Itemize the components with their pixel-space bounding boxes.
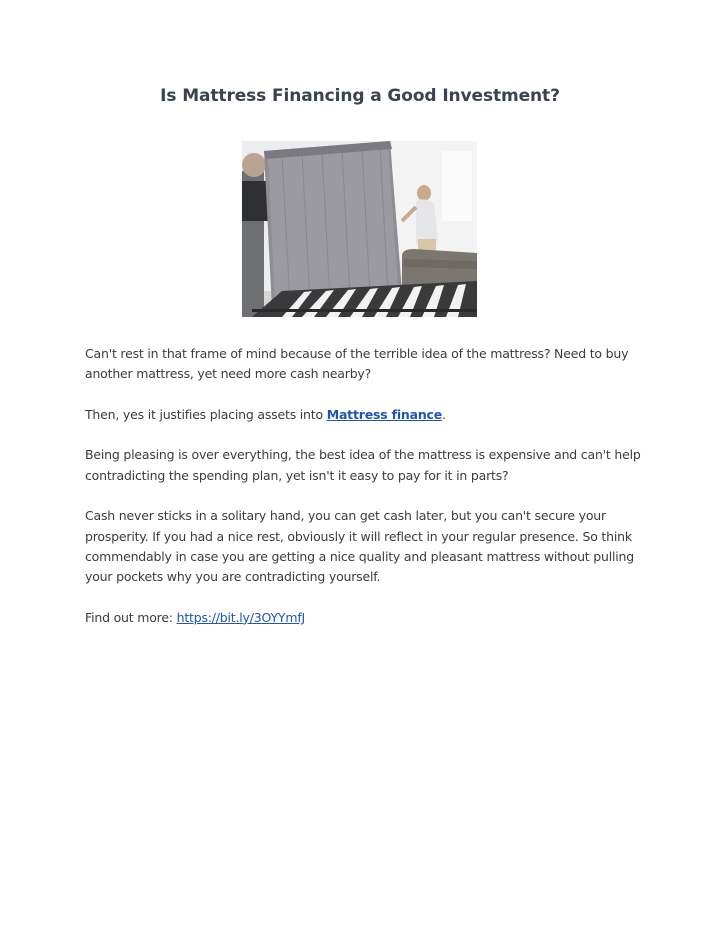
paragraph-3: Being pleasing is over everything, the best idea of the mattress is expensive and can't help contradicting the spending plan, yet isn't it easy to pay for it in parts? (85, 447, 641, 483)
paragraph-2-period: . (442, 406, 446, 422)
paragraph-4: Cash never sticks in a solitary hand, you can get cash later, but you can't secure your prosperity. If you had a nice rest, obviously it will reflect in your regular presence. So think commendably in case you are getting a nice quality and pleasant mattress without pulling your pockets why you are contradicting yourself. (85, 508, 635, 585)
paragraph-2-text: Then, yes it justifies placing assets into (85, 406, 327, 422)
page-title: Is Mattress Financing a Good Investment? (160, 86, 560, 106)
article-body (85, 344, 641, 648)
paragraph-1: Can't rest in that frame of mind because of the terrible idea of the mattress? Need to buy another mattress, yet need more cash nearby? (85, 346, 629, 382)
find-out-more-label: Find out more: (85, 609, 177, 625)
mattress-finance-link[interactable]: Mattress finance (326, 406, 443, 422)
paragraph-2 (85, 405, 641, 425)
find-out-more (85, 608, 641, 628)
mattress-photo (242, 141, 477, 317)
short-url-link[interactable]: https://bit.ly/3OYYmfJ (176, 609, 306, 625)
